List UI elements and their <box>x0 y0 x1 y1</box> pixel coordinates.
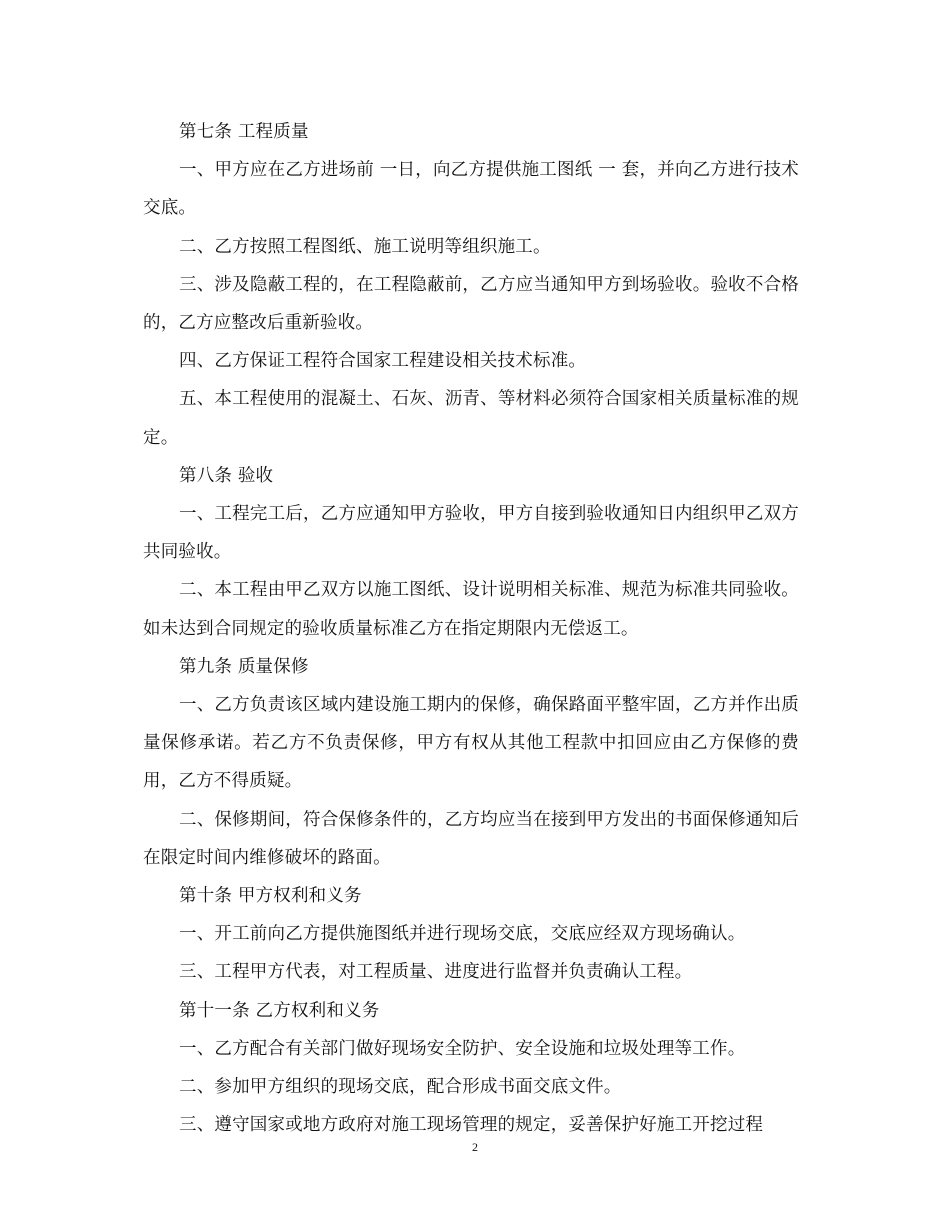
paragraph: 三、涉及隐蔽工程的，在工程隐蔽前，乙方应当通知甲方到场验收。验收不合格的，乙方应整改后重新验收。 <box>143 274 799 334</box>
paragraph: 五、本工程使用的混凝土、石灰、沥青、等材料必须符合国家相关质量标准的规定。 <box>143 389 799 448</box>
section-heading-8: 第八条 验收 <box>179 465 274 486</box>
paragraph: 一、乙方负责该区域内建设施工期内的保修，确保路面平整牢固，乙方并作出质量保修承诺。若乙方不负责保修，甲方有权从其他工程款中扣回应由乙方保修的费用，乙方不得质疑。 <box>143 695 799 792</box>
paragraph: 二、保修期间，符合保修条件的，乙方均应当在接到甲方发出的书面保修通知后在限定时间内维修破坏的路面。 <box>143 809 799 868</box>
section-heading-9: 第九条 质量保修 <box>179 656 309 677</box>
paragraph: 一、工程完工后，乙方应通知甲方验收，甲方自接到验收通知日内组织甲乙双方共同验收。 <box>143 504 799 563</box>
section-heading-10: 第十条 甲方权利和义务 <box>179 886 362 907</box>
section-heading-11: 第十一条 乙方权利和义务 <box>179 1000 380 1021</box>
paragraph: 一、甲方应在乙方进场前 一日，向乙方提供施工图纸 一 套，并向乙方进行技术交底。 <box>143 160 799 219</box>
paragraph: 四、乙方保证工程符合国家工程建设相关技术标准。 <box>179 351 587 372</box>
paragraph: 二、乙方按照工程图纸、施工说明等组织施工。 <box>179 236 551 257</box>
paragraph: 三、遵守国家或地方政府对施工现场管理的规定，妥善保护好施工开挖过程 <box>179 1115 764 1136</box>
page-number: 2 <box>472 1140 478 1154</box>
paragraph: 二、参加甲方组织的现场交底，配合形成书面交底文件。 <box>179 1077 622 1098</box>
paragraph: 一、开工前向乙方提供施图纸并进行现场交底，交底应经双方现场确认。 <box>179 924 746 945</box>
section-heading-7: 第七条 工程质量 <box>179 122 309 142</box>
paragraph: 一、乙方配合有关部门做好现场安全防护、安全设施和垃圾处理等工作。 <box>179 1038 746 1059</box>
paragraph: 二、本工程由甲乙双方以施工图纸、设计说明相关标准、规范为标准共同验收。如未达到合同规定的验收质量标准乙方在指定期限内无偿返工。 <box>143 580 799 639</box>
paragraph: 三、工程甲方代表，对工程质量、进度进行监督并负责确认工程。 <box>179 962 693 983</box>
document-body <box>143 113 799 1144</box>
